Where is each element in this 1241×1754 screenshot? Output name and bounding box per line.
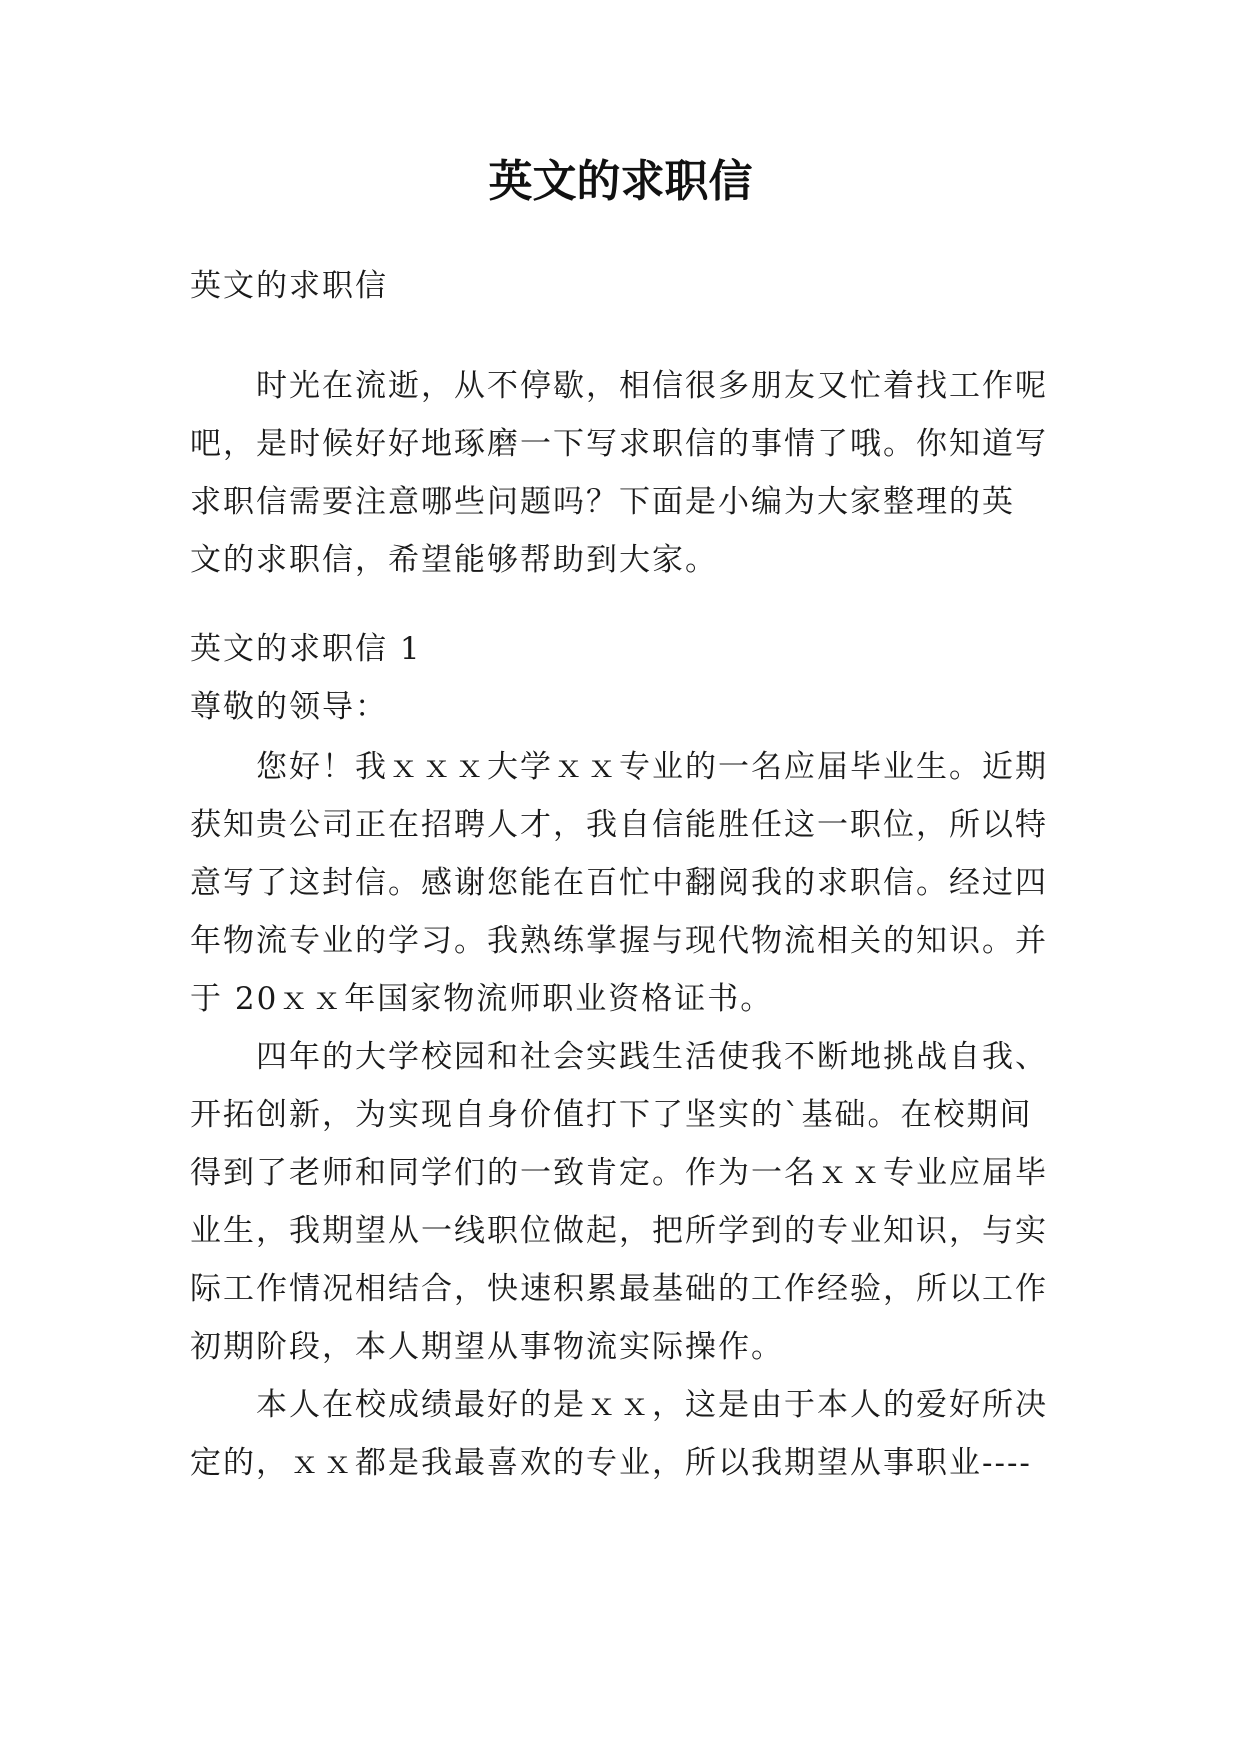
body-paragraph-3 [190, 1376, 1060, 1492]
section-heading-text: 英文的求职信 1 [190, 631, 422, 667]
intro-line: 时光在流逝，从不停歇，相信很多朋友又忙着找工作呢 [256, 368, 1048, 404]
body-paragraph-2 [190, 1028, 1060, 1376]
paragraph-line: 初期阶段，本人期望从事物流实际操作。 [190, 1329, 784, 1365]
intro-paragraph [190, 357, 1060, 589]
intro-line: 文的求职信，希望能够帮助到大家。 [190, 542, 718, 578]
intro-line: 求职信需要注意哪些问题吗？下面是小编为大家整理的英 [190, 484, 1015, 520]
paragraph-line: 您好！我ｘｘｘ大学ｘｘ专业的一名应届毕业生。近期 [256, 749, 1048, 785]
section-heading [190, 620, 1060, 736]
intro-line: 吧，是时候好好地琢磨一下写求职信的事情了哦。你知道写 [190, 426, 1048, 462]
subtitle-line: 英文的求职信 [190, 268, 388, 304]
paragraph-line: 定的，ｘｘ都是我最喜欢的专业，所以我期望从事职业---- [190, 1445, 1032, 1481]
paragraph-line: 本人在校成绩最好的是ｘｘ，这是由于本人的爱好所决 [256, 1387, 1048, 1423]
paragraph-line: 意写了这封信。感谢您能在百忙中翻阅我的求职信。经过四 [190, 865, 1048, 901]
document-subtitle [190, 257, 1060, 315]
paragraph-line: 际工作情况相结合，快速积累最基础的工作经验，所以工作 [190, 1271, 1048, 1307]
salutation: 尊敬的领导： [190, 689, 388, 725]
body-paragraph-1 [190, 738, 1060, 1028]
document-title: 英文的求职信 [488, 156, 753, 207]
paragraph-line: 业生，我期望从一线职位做起，把所学到的专业知识，与实 [190, 1213, 1048, 1249]
paragraph-line: 获知贵公司正在招聘人才，我自信能胜任这一职位，所以特 [190, 807, 1048, 843]
paragraph-line: 于 20ｘｘ年国家物流师职业资格证书。 [190, 981, 774, 1017]
paragraph-line: 开拓创新，为实现自身价值打下了坚实的`基础。在校期间 [190, 1097, 1033, 1133]
paragraph-line: 年物流专业的学习。我熟练掌握与现代物流相关的知识。并 [190, 923, 1048, 959]
paragraph-line: 得到了老师和同学们的一致肯定。作为一名ｘｘ专业应届毕 [190, 1155, 1048, 1191]
paragraph-line: 四年的大学校园和社会实践生活使我不断地挑战自我、 [256, 1039, 1048, 1075]
